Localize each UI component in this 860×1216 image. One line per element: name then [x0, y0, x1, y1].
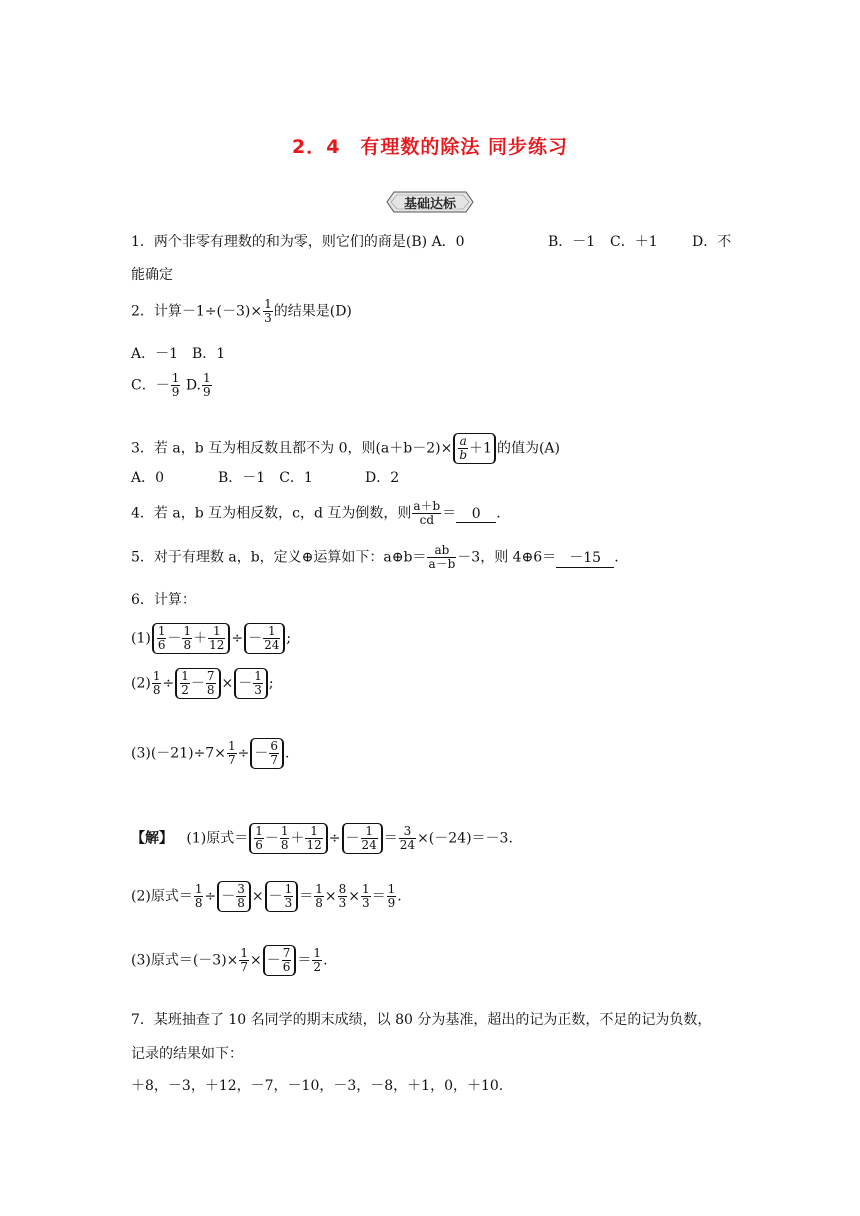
q7-line-2: 记录的结果如下：: [131, 1046, 243, 1062]
fraction: $\frac{1}{8}$: [315, 882, 323, 910]
sol1-pre: (1)原式＝: [186, 830, 249, 847]
q2-options-cd: [131, 372, 213, 399]
paren-group: － $\frac{1}{3}$: [234, 668, 268, 699]
paren-group: － $\frac{3}{8}$: [217, 881, 251, 912]
q6-part-1: (1) $\frac{1}{6}$ － $\frac{1}{8}$ ＋ $\frac{1}{12}$ ÷ － $\frac{1}{24}$ ;: [131, 624, 292, 652]
sol3-pre: (3)原式＝(－3)×: [131, 952, 239, 969]
q5-denominator: a－b: [428, 557, 456, 571]
q4-equals: ＝: [442, 505, 457, 522]
fraction: $\frac{1}{12}$: [209, 624, 225, 652]
fraction: $\frac{1}{3}$: [264, 297, 272, 325]
fraction: $\frac{1}{9}$: [203, 371, 211, 399]
fraction: $\frac{3}{24}$: [399, 824, 416, 852]
fraction: $\frac{1}{12}$: [306, 824, 322, 852]
solution-2: (2)原式＝ $\frac{1}{8}$ ÷ － $\frac{3}{8}$ × － $\frac{1}{3}$ ＝ $\frac{1}{8}$ × $\frac{8}{3}$ × $\frac{1}{3}$ ＝ $\frac{1}{9}$ .: [131, 882, 402, 910]
fraction: $\frac{8}{3}$: [338, 882, 347, 910]
q2-line: [131, 298, 352, 325]
fraction: [427, 544, 456, 571]
fraction: $\frac{6}{7}$: [270, 739, 278, 767]
fraction: $\frac{1}{7}$: [227, 739, 236, 767]
fraction: $\frac{1}{24}$: [264, 624, 280, 652]
q5-line: [131, 544, 619, 571]
fraction: $\frac{1}{9}$: [387, 882, 396, 910]
q1-stem: 1．两个非零有理数的和为零，则它们的商是(B) A．0: [131, 234, 465, 250]
q3-post: 的值为(A): [496, 440, 560, 457]
q1-option-c: C．＋1: [610, 234, 658, 250]
solution-3: (3)原式＝(－3)× $\frac{1}{7}$ × － $\frac{7}{6}$ ＝ $\frac{1}{2}$ .: [131, 946, 328, 974]
q3-option-bc: B．－1 C．1: [218, 470, 313, 486]
fraction: $\frac{1}{24}$: [361, 824, 377, 852]
q7-data: ＋8，－3，＋12，－7，－10，－3，－8，＋1，0，＋10.: [131, 1078, 504, 1094]
solution-1: 【解】 (1)原式＝ $\frac{1}{6}$ － $\frac{1}{8}$ ＋ $\frac{1}{12}$ ÷ － $\frac{1}{24}$ ＝ $\frac{3}{24}$ ×(－24)＝－3.: [131, 824, 513, 852]
paren-group: － $\frac{1}{24}$: [244, 623, 285, 654]
badge-label: 基础达标: [403, 197, 456, 212]
q6-p2-label: (2): [131, 675, 151, 692]
q6-part-3: (3)(－21)÷7× $\frac{1}{7}$ ÷ － $\frac{6}{7}$ .: [131, 739, 290, 767]
q5-pre: 5．对于有理数 a，b，定义⊕运算如下：a⊕b＝: [131, 549, 427, 566]
q4-end: .: [496, 505, 501, 522]
q6-label: 6．计算：: [131, 592, 196, 608]
q2-post: 的结果是(D): [273, 303, 352, 320]
fraction: $\frac{a}{b}$: [459, 434, 468, 462]
fraction: $\frac{1}{3}$: [284, 882, 293, 910]
q3-line: [131, 433, 560, 464]
q1-option-b: B．－1: [548, 234, 596, 250]
q3-pre: 3．若 a，b 互为相反数且都不为 0，则(a＋b－2)×: [131, 440, 453, 457]
paren-group: $\frac{1}{6}$ － $\frac{1}{8}$ ＋ $\frac{1}{12}$: [249, 823, 328, 854]
fraction: $\frac{1}{6}$: [255, 824, 263, 852]
q5-end: .: [614, 549, 619, 566]
fraction: $\frac{1}{2}$: [181, 669, 189, 697]
fraction: $\frac{3}{8}$: [237, 882, 245, 910]
q1-option-d-cont: 能确定: [131, 267, 173, 283]
fraction: $\frac{1}{7}$: [240, 946, 249, 974]
paren-group: $\frac{1}{6}$ － $\frac{1}{8}$ ＋ $\frac{1}{12}$: [152, 623, 231, 654]
fraction: $\frac{1}{8}$: [280, 824, 289, 852]
solution-tag: 【解】: [131, 830, 173, 847]
q2-pre: 2．计算－1÷(－3)×: [131, 303, 263, 320]
fraction: $\frac{1}{3}$: [254, 669, 262, 697]
q5-mid: －3，则 4⊕6＝: [457, 549, 557, 566]
fraction: $\frac{1}{9}$: [171, 371, 180, 399]
q6-part-2: (2) $\frac{1}{8}$ ÷ $\frac{1}{2}$ － $\frac{7}{8}$ × － $\frac{1}{3}$ ;: [131, 669, 274, 697]
q4-numerator: a＋b: [413, 499, 441, 513]
q2-option-c: C．－: [131, 377, 170, 394]
q2-option-d: D.: [185, 377, 201, 394]
q4-line: [131, 500, 501, 527]
fraction: $\frac{1}{8}$: [194, 882, 203, 910]
q4-answer: 0: [456, 506, 496, 523]
q6-p1-label: (1): [131, 630, 151, 647]
q4-pre: 4．若 a，b 互为相反数，c，d 互为倒数，则: [131, 505, 412, 522]
q4-denominator: cd: [412, 513, 441, 527]
section-badge: [386, 191, 474, 213]
q1-option-d: D．不: [692, 234, 732, 250]
fraction: $\frac{1}{8}$: [152, 669, 161, 697]
paren-group: － $\frac{6}{7}$: [250, 738, 284, 769]
q3-option-a: A．0: [131, 470, 165, 486]
fraction: $\frac{1}{6}$: [157, 624, 166, 652]
sol2-pre: (2)原式＝: [131, 888, 193, 905]
q7-line-1: 7．某班抽查了 10 名同学的期末成绩，以 80 分为基准，超出的记为正数，不足的记为负数，: [131, 1012, 712, 1028]
fraction: $\frac{1}{3}$: [361, 882, 370, 910]
q5-numerator: ab: [434, 543, 450, 557]
paren-group: － $\frac{1}{24}$: [342, 823, 383, 854]
q6-p3-label: (3)(－21)÷7×: [131, 745, 226, 762]
paren-group: － $\frac{1}{3}$: [265, 881, 299, 912]
q3-option-d: D．2: [365, 470, 400, 486]
paren-group: $\frac{a}{b}$ ＋1: [453, 433, 496, 464]
sol1-end: ×(－24)＝－3.: [417, 830, 513, 847]
paren-group: － $\frac{7}{6}$: [263, 945, 297, 976]
fraction: [412, 500, 441, 527]
page-title: 2．4 有理数的除法 同步练习: [291, 136, 569, 158]
fraction: $\frac{1}{8}$: [183, 624, 192, 652]
fraction: $\frac{1}{2}$: [313, 946, 322, 974]
fraction: $\frac{7}{8}$: [206, 669, 215, 697]
paren-group: $\frac{1}{2}$ － $\frac{7}{8}$: [175, 668, 220, 699]
q5-answer: －15: [556, 547, 614, 568]
fraction: $\frac{7}{6}$: [282, 946, 291, 974]
q2-options-ab: A．－1 B．1: [131, 346, 226, 362]
